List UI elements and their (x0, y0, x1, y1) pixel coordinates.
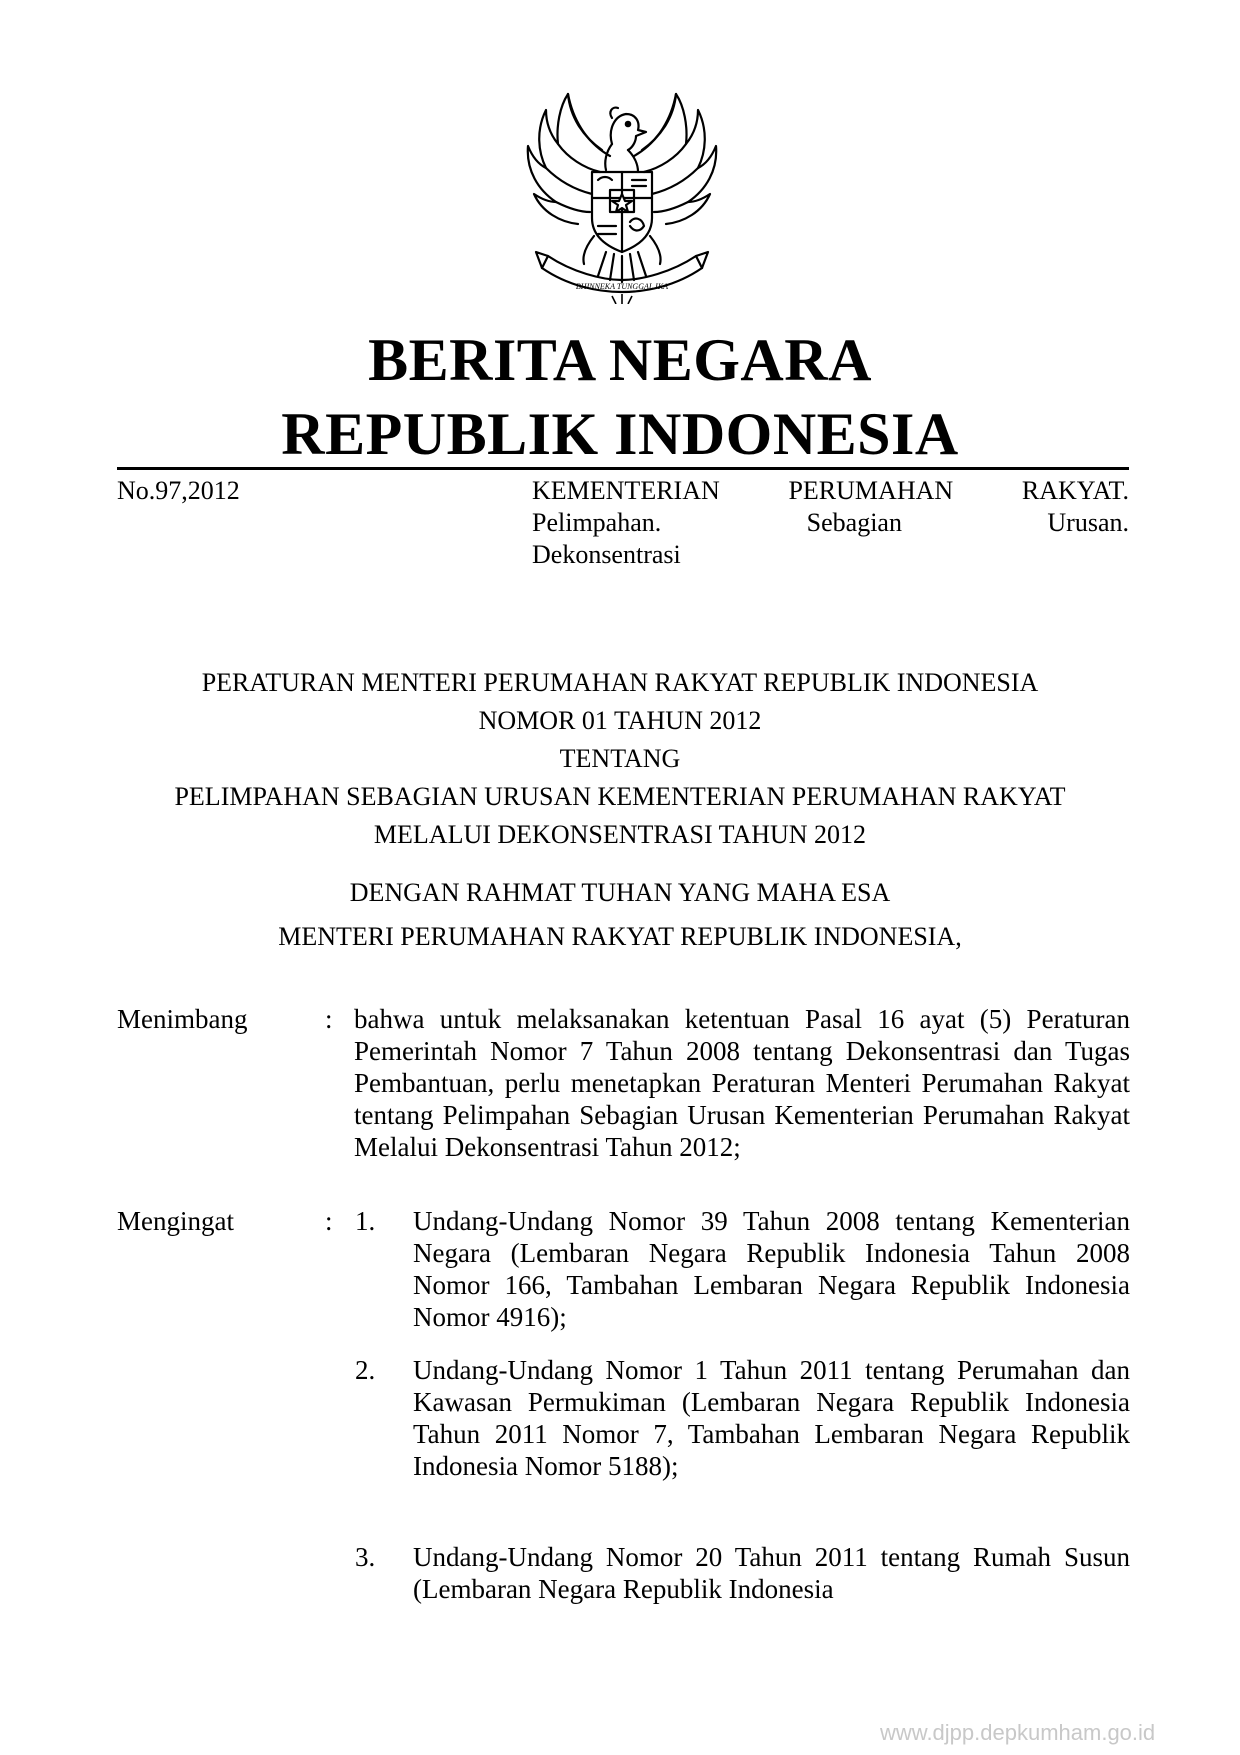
regulation-subject-2: MELALUI DEKONSENTRASI TAHUN 2012 (373, 820, 867, 849)
masthead-title: BERITA NEGARA (368, 327, 872, 393)
watermark: www.djpp.depkumham.go.id (880, 1720, 1156, 1745)
garuda-emblem-icon (512, 86, 732, 304)
mengingat-item-text: Undang-Undang Nomor 1 Tahun 2011 tentang Perumahan dan Kawasan Permukiman (Lembaran Negara Republik Indonesia Tahun 2011 Nomor 7, Tambahan Lembaran Negara Republik Indonesia Nomor 5188); (413, 1355, 1130, 1481)
subject-word: Sebagian (806, 508, 902, 537)
subject-line (532, 475, 1129, 507)
regulation-tentang: TENTANG (559, 744, 681, 773)
mengingat-item-text: Undang-Undang Nomor 39 Tahun 2008 tentang Kementerian Negara (Lembaran Negara Republik Indonesia Tahun 2008 Nomor 166, Tambahan Lembaran Negara Republik Indonesia Nomor 4916); (413, 1206, 1130, 1332)
mengingat-item-number: 2. (355, 1355, 376, 1385)
menimbang-colon: : (325, 1004, 333, 1034)
subject-line (532, 507, 1129, 539)
masthead-subtitle: REPUBLIK INDONESIA (281, 401, 959, 467)
emblem-motto: BHINNEKA TUNGGAL IKA (575, 282, 669, 291)
menimbang-label: Menimbang (117, 1004, 248, 1034)
gazette-number: No.97,2012 (117, 476, 240, 505)
subject-word: RAKYAT. (1021, 476, 1129, 505)
masthead-rule (117, 467, 1129, 470)
issuer: MENTERI PERUMAHAN RAKYAT REPUBLIK INDONESIA, (278, 922, 962, 951)
subject-word: Pelimpahan. (532, 508, 662, 537)
mengingat-item-number: 1. (355, 1206, 376, 1236)
mengingat-item-number: 3. (355, 1542, 376, 1572)
subject-word: Urusan. (1047, 508, 1129, 537)
invocation: DENGAN RAHMAT TUHAN YANG MAHA ESA (349, 878, 891, 907)
regulation-title: PERATURAN MENTERI PERUMAHAN RAKYAT REPUBLIK INDONESIA (201, 668, 1039, 697)
regulation-subject: PELIMPAHAN SEBAGIAN URUSAN KEMENTERIAN PERUMAHAN RAKYAT (174, 782, 1066, 811)
subject-line: Dekonsentrasi (532, 540, 681, 569)
menimbang-text: bahwa untuk melaksanakan ketentuan Pasal 16 ayat (5) Peraturan Pemerintah Nomor 7 Tahun 2008 tentang Dekonsentrasi dan Tugas Pembantuan, perlu menetapkan Peraturan Menteri Perumahan Rakyat tentang Pelimpahan Sebagian Urusan Kementerian Perumahan Rakyat Melalui Dekonsentrasi Tahun 2012; (354, 1004, 1130, 1162)
regulation-number: NOMOR 01 TAHUN 2012 (478, 706, 762, 735)
subject-word: PERUMAHAN (788, 476, 954, 505)
mengingat-label: Mengingat (117, 1206, 234, 1236)
subject-word: KEMENTERIAN (532, 476, 720, 505)
mengingat-item-text: Undang-Undang Nomor 20 Tahun 2011 tentang Rumah Susun (Lembaran Negara Republik Indonesia (413, 1542, 1130, 1604)
mengingat-colon: : (325, 1206, 333, 1236)
gazette-subject (532, 475, 1129, 571)
